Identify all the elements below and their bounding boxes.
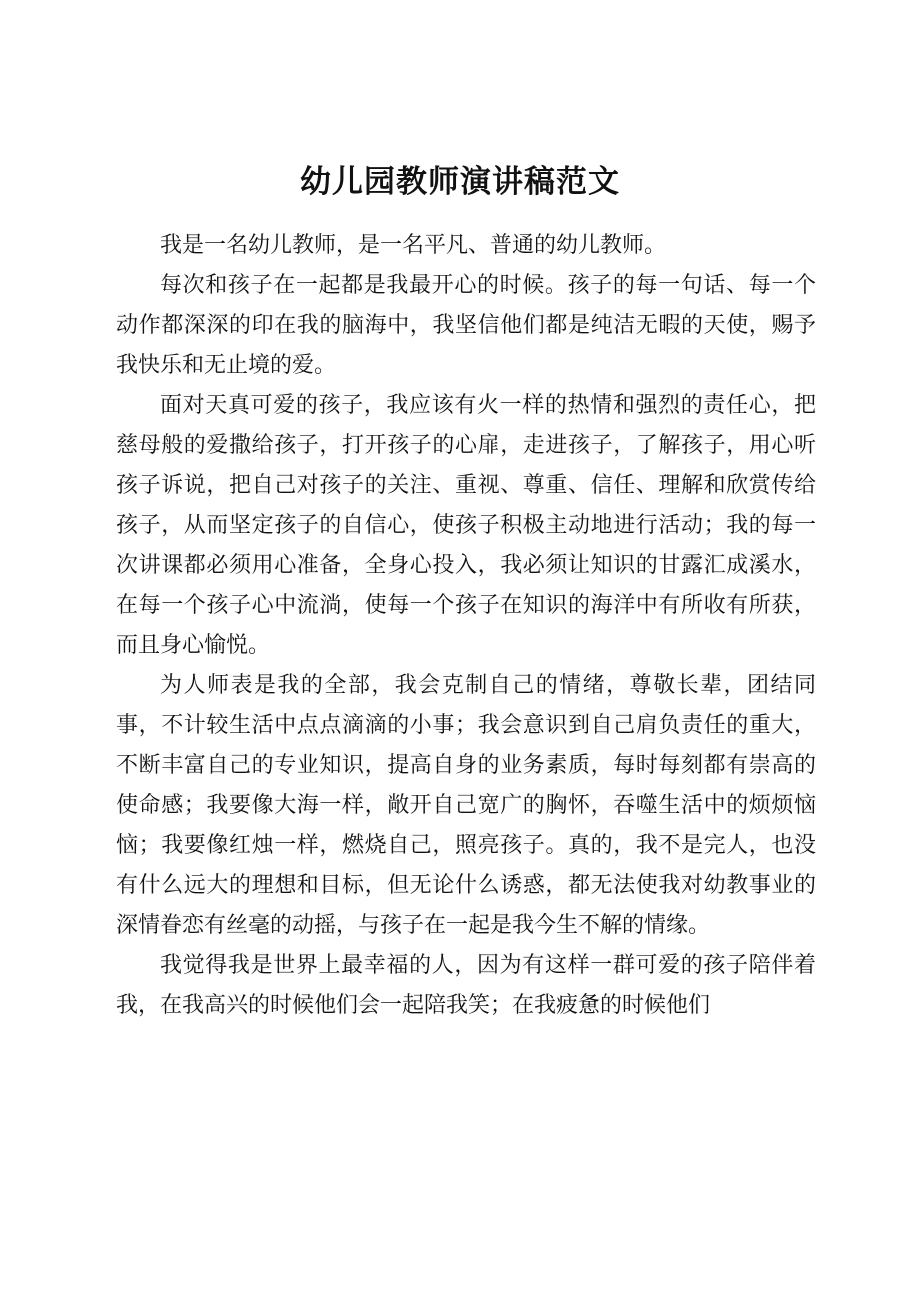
document-body [116,226,816,1026]
paragraph: 为人师表是我的全部，我会克制自己的情绪，尊敬长辈，团结同事，不计较生活中点点滴滴的小事；我会意识到自己肩负责任的重大，不断丰富自己的专业知识，提高自身的业务素质，每时每刻都有崇高的使命感；我要像大海一样，敞开自己宽广的胸怀，吞噬生活中的烦烦恼恼；我要像红烛一样，燃烧自己，照亮孩子。真的，我不是完人，也没有什么远大的理想和目标，但无论什么诱惑，都无法使我对幼教事业的深情眷恋有丝毫的动摇，与孩子在一起是我今生不解的情缘。 [116,673,816,938]
paragraph: 面对天真可爱的孩子，我应该有火一样的热情和强烈的责任心，把慈母般的爱撒给孩子，打开孩子的心扉，走进孩子，了解孩子，用心听孩子诉说，把自己对孩子的关注、重视、尊重、信任、理解和欣赏传给孩子，从而坚定孩子的自信心，使孩子积极主动地进行活动；我的每一次讲课都必须用心准备，全身心投入，我必须让知识的甘露汇成溪水，在每一个孩子心中流淌，使每一个孩子在知识的海洋中有所收有所获，而且身心愉悦。 [116,393,816,658]
paragraph: 我是一名幼儿教师，是一名平凡、普通的幼儿教师。 [160,233,667,258]
paragraph: 我觉得我是世界上最幸福的人，因为有这样一群可爱的孩子陪伴着我，在我高兴的时候他们会一起陪我笑；在我疲惫的时候他们 [116,953,816,1018]
paragraph: 每次和孩子在一起都是我最开心的时候。孩子的每一句话、每一个动作都深深的印在我的脑海中，我坚信他们都是纯洁无暇的天使，赐予我快乐和无止境的爱。 [116,273,816,378]
document-title: 幼儿园教师演讲稿范文 [300,164,620,200]
